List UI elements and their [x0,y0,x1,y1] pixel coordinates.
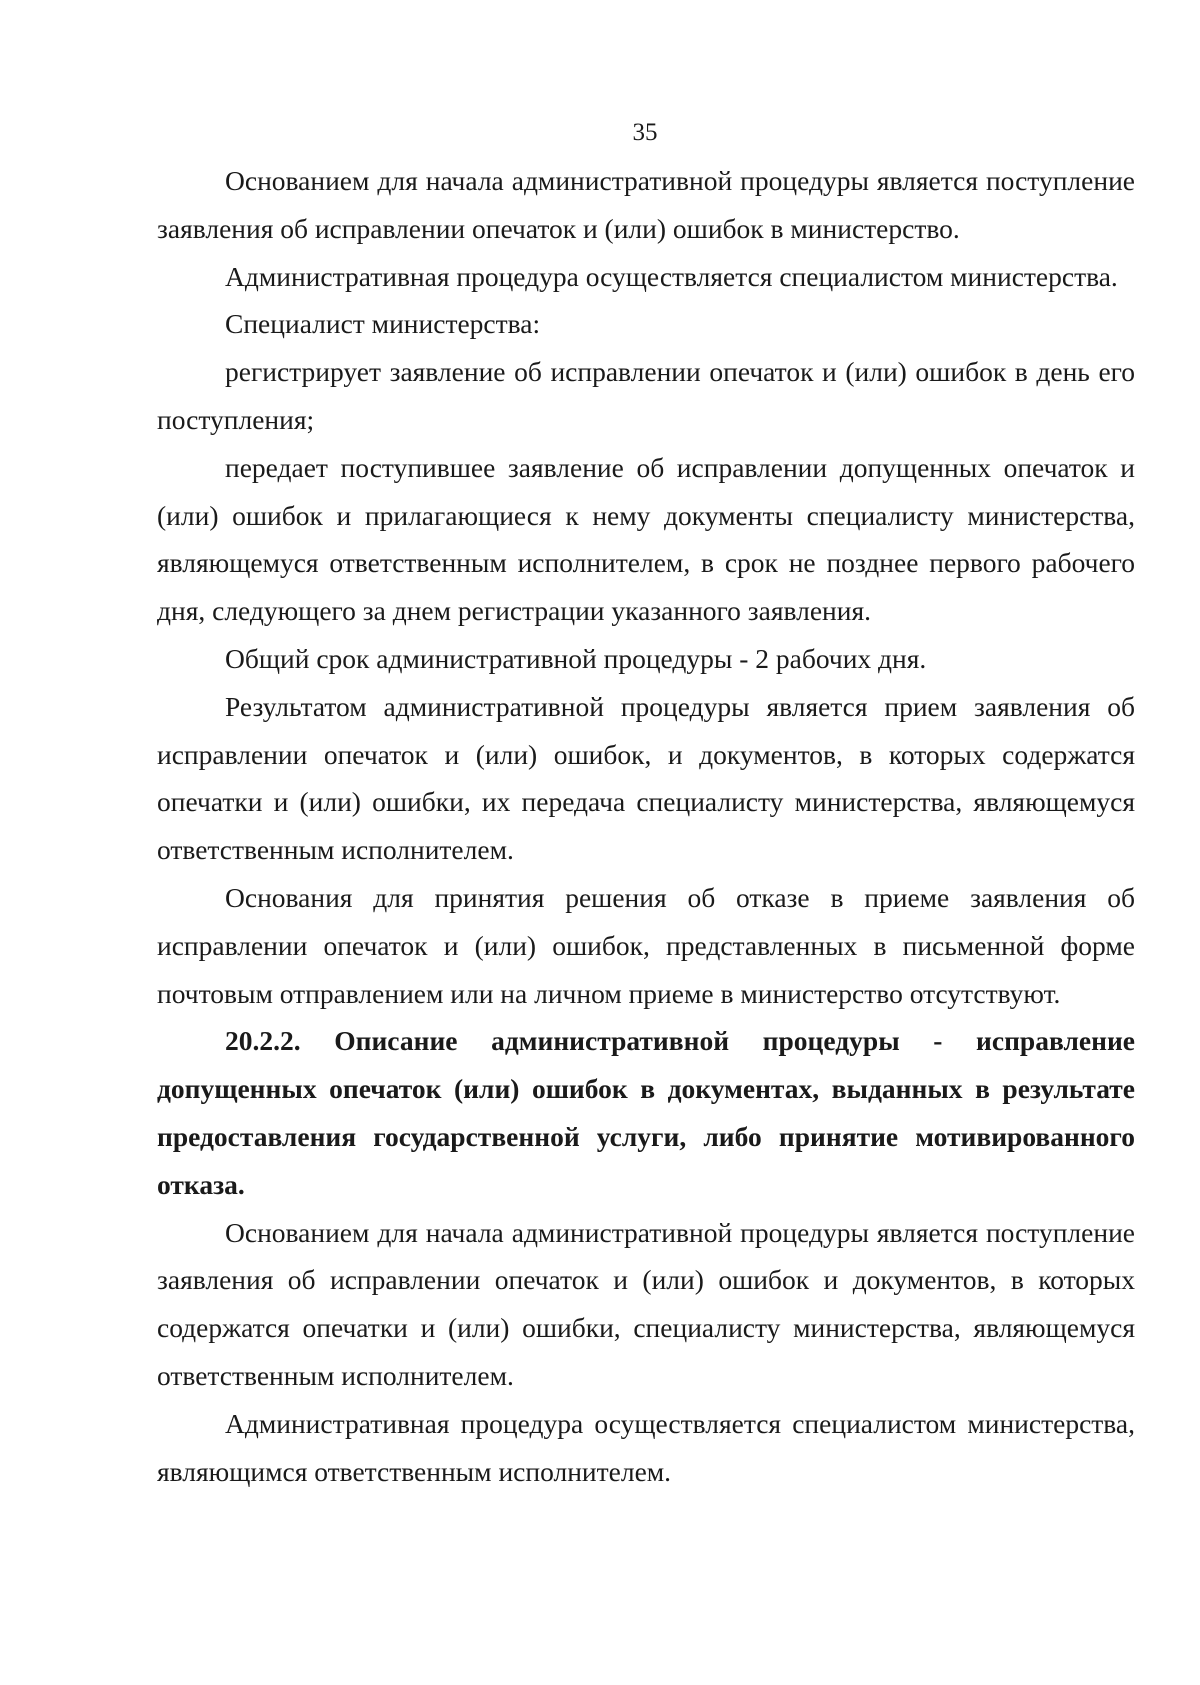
section-heading: 20.2.2. Описание административной процедуры - исправление допущенных опечаток (или) ошибок в документах, выданных в результате предоставления государственной услуги, либо принятие мотивированного отказа. [157,1025,1135,1200]
paragraph: Административная процедура осуществляется специалистом министерства, являющимся ответственным исполнителем. [157,1407,1135,1487]
paragraph: Основанием для начала административной процедуры является поступление заявления об исправлении опечаток и (или) ошибок в министерство. [157,165,1135,244]
document-body [157,157,1135,1495]
paragraph: Результатом административной процедуры является прием заявления об исправлении опечаток и (или) ошибок, и документов, в которых содержатся опечатки и (или) ошибки, их передача специалисту министерства, являющемуся ответственным исполнителем. [157,690,1135,866]
paragraph: Специалист министерства: [225,308,541,340]
paragraph: передает поступившее заявление об исправлении допущенных опечаток и (или) ошибок и прилагающиеся к нему документы специалисту министерства, являющемуся ответственным исполнителем, в срок не позднее первого рабочего дня, следующего за днем регистрации указанного заявления. [157,451,1135,627]
paragraph: Основанием для начала административной процедуры является поступление заявления об исправлении опечаток и (или) ошибок и документов, в которых содержатся опечатки и (или) ошибки, специалисту министерства, являющемуся ответственным исполнителем. [157,1216,1135,1391]
paragraph: Общий срок административной процедуры - 2 рабочих дня. [225,642,927,674]
paragraph: Основания для принятия решения об отказе в приеме заявления об исправлении опечаток и (или) ошибок, представленных в письменной форме почтовым отправлением или на личном приеме в министерство отсутствуют. [157,881,1135,1009]
paragraph: регистрирует заявление об исправлении опечаток и (или) ошибок в день его поступления; [157,356,1135,435]
paragraph: Административная процедура осуществляется специалистом министерства. [225,260,1118,292]
page-number: 35 [632,119,658,146]
